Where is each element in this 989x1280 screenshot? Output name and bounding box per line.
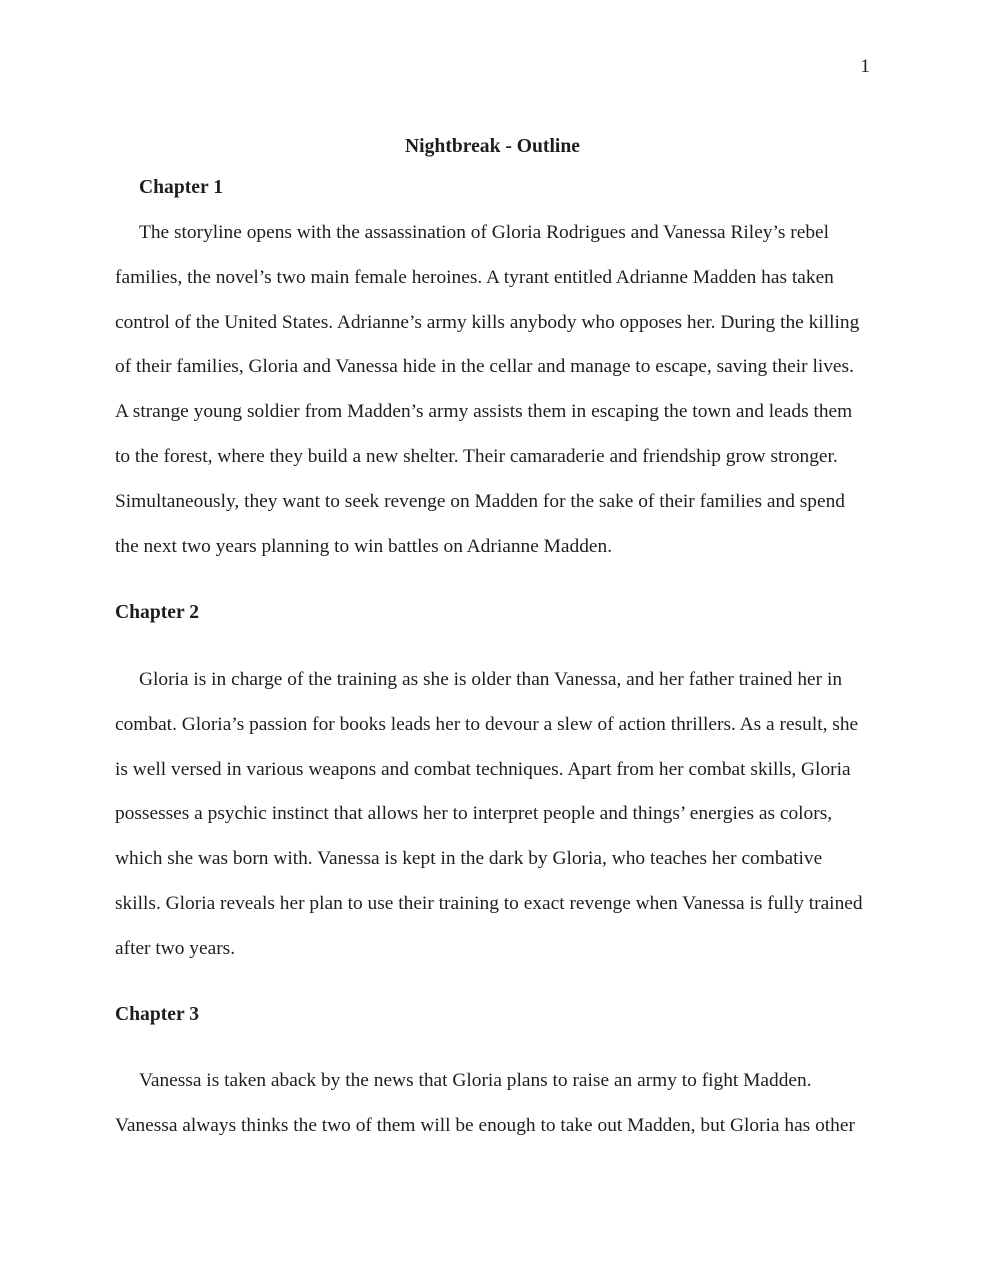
text-line: Vanessa is taken aback by the news that Gloria plans to raise an army to fight Madden. xyxy=(139,1070,812,1091)
text-line: control of the United States. Adrianne’s army kills anybody who opposes her. During the killing xyxy=(115,311,860,333)
text-line: A strange young soldier from Madden’s army assists them in escaping the town and leads them xyxy=(115,401,853,423)
chapter-1-paragraph xyxy=(115,211,875,569)
text-line: combat. Gloria’s passion for books leads her to devour a slew of action thrillers. As a result, she xyxy=(115,713,859,735)
text-line: families, the novel’s two main female heroines. A tyrant entitled Adrianne Madden has taken xyxy=(115,266,834,288)
text-line: after two years. xyxy=(115,937,236,959)
text-line: the next two years planning to win battles on Adrianne Madden. xyxy=(115,535,613,557)
text-line: Gloria is in charge of the training as she is older than Vanessa, and her father trained her in xyxy=(139,669,843,690)
page-number: 1 xyxy=(860,56,870,77)
text-line: to the forest, where they build a new shelter. Their camaraderie and friendship grow stronger. xyxy=(115,445,838,467)
text-line: possesses a psychic instinct that allows her to interpret people and things’ energies as colors, xyxy=(115,803,833,825)
text-line: Simultaneously, they want to seek revenge on Madden for the sake of their families and spend xyxy=(115,490,845,512)
chapter-3-heading: Chapter 3 xyxy=(115,1004,200,1025)
chapter-1-heading: Chapter 1 xyxy=(139,177,224,198)
chapter-2-heading: Chapter 2 xyxy=(115,602,200,623)
text-line: which she was born with. Vanessa is kept in the dark by Gloria, who teaches her combative xyxy=(115,848,823,870)
document-title: Nightbreak - Outline xyxy=(405,136,580,157)
text-line: Vanessa always thinks the two of them will be enough to take out Madden, but Gloria has other xyxy=(115,1114,855,1136)
text-line: is well versed in various weapons and combat techniques. Apart from her combat skills, Gloria xyxy=(115,758,851,780)
text-line: The storyline opens with the assassination of Gloria Rodrigues and Vanessa Riley’s rebel xyxy=(139,222,830,243)
chapter-2-paragraph xyxy=(115,658,875,972)
text-line: of their families, Gloria and Vanessa hide in the cellar and manage to escape, saving their lives. xyxy=(115,356,854,378)
text-line: skills. Gloria reveals her plan to use their training to exact revenge when Vanessa is fully trained xyxy=(115,892,863,914)
chapter-3-paragraph xyxy=(115,1059,875,1149)
